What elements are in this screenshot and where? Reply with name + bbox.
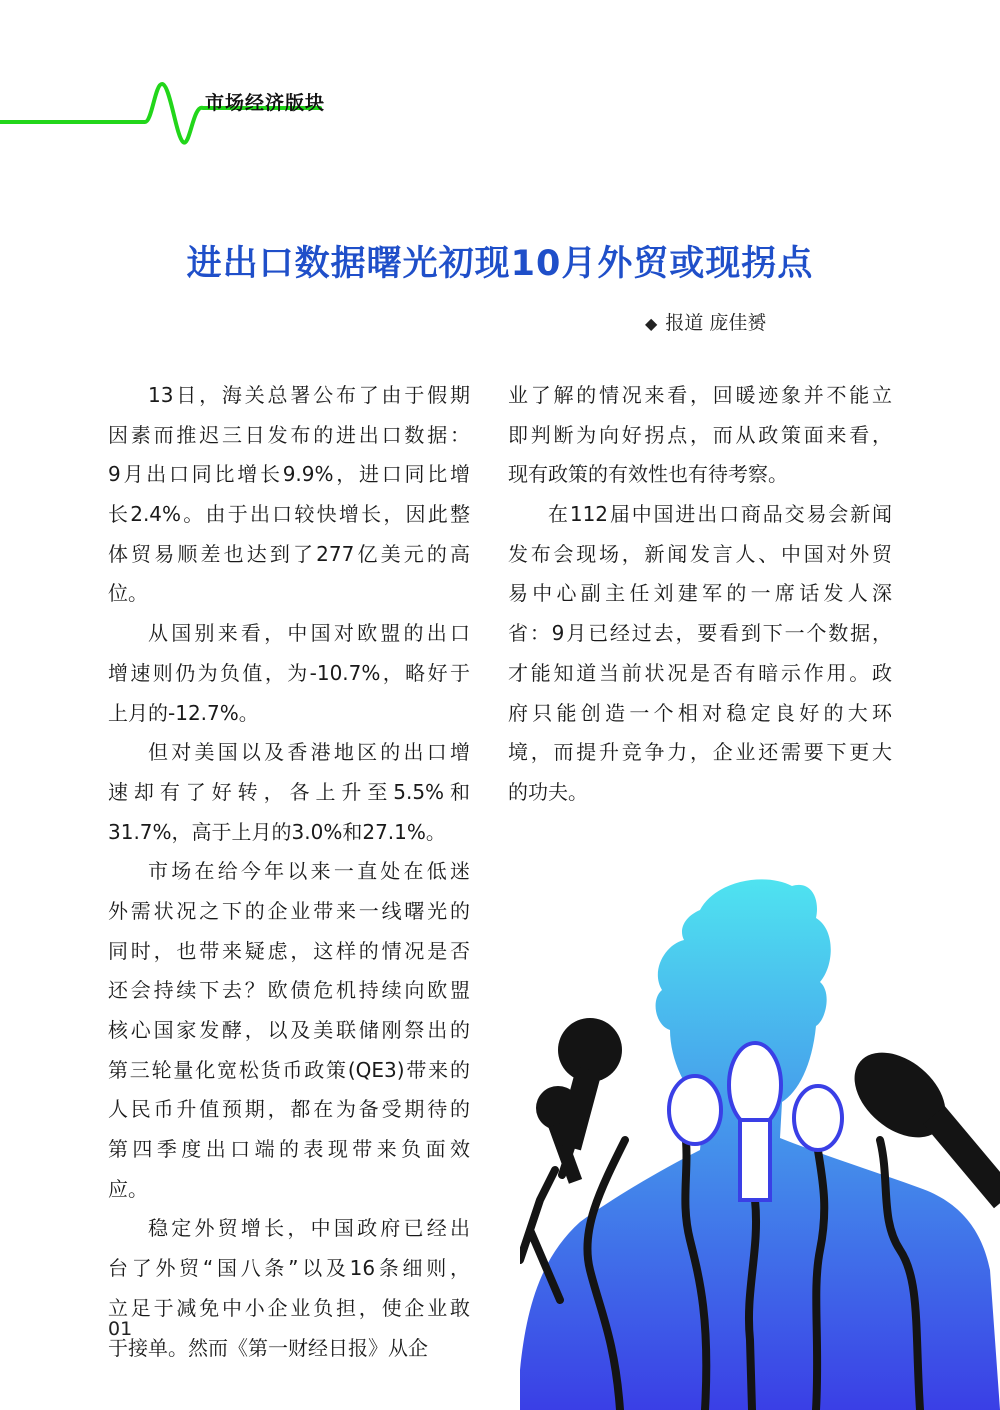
left-column [108, 376, 470, 1368]
mic-head [729, 1043, 781, 1127]
text-line: 速却有了好转，各上升至5.5%和 [108, 779, 470, 804]
text-line: 业了解的情况来看，回暖迹象并不能立 [508, 383, 892, 407]
article-title: 进出口数据曙光初现10月外贸或现拐点 [186, 244, 814, 284]
paragraph [108, 1209, 470, 1368]
section-label: 市场经济版块 [205, 92, 326, 114]
text-line: 9月出口同比增长9.9%，进口同比增 [108, 462, 470, 487]
text-line: 境，而提升竞争力，企业还需要下更大 [508, 740, 892, 765]
text-line: 31.7%，高于上月的3.0%和27.1%。 [108, 819, 446, 844]
paragraph [108, 614, 470, 733]
text-line: 才能知道当前状况是否有暗示作用。政 [508, 660, 892, 685]
mic-body [740, 1120, 770, 1200]
text-line: 核心国家发酵，以及美联储刚祭出的 [108, 1018, 470, 1042]
text-line: 位。 [108, 581, 148, 606]
paragraph [108, 376, 470, 614]
text-line: 上月的-12.7%。 [108, 700, 259, 725]
text-line: 台了外贸“国八条”以及16条细则， [108, 1256, 470, 1281]
text-line: 从国别来看，中国对欧盟的出口 [148, 621, 470, 646]
paragraph [108, 852, 470, 1209]
text-line: 体贸易顺差也达到了277亿美元的高 [108, 541, 470, 566]
mic-head [669, 1076, 721, 1144]
mic-body [923, 1106, 1000, 1208]
text-line: 同时，也带来疑虑，这样的情况是否 [108, 938, 470, 963]
text-line: 应。 [108, 1176, 148, 1201]
text-line: 的功夫。 [508, 779, 588, 804]
text-line: 在112届中国进出口商品交易会新闻 [548, 502, 892, 527]
diamond-bullet-icon: ◆ [645, 314, 658, 333]
text-line: 即判断为向好拐点，而从政策面来看， [508, 422, 892, 447]
text-line: 外需状况之下的企业带来一线曙光的 [108, 898, 470, 923]
paragraph [508, 495, 892, 813]
text-line: 增速则仍为负值，为-10.7%，略好于 [108, 660, 470, 685]
right-column [508, 376, 892, 813]
mic-head [794, 1086, 842, 1150]
page-number: 01 [108, 1318, 133, 1340]
text-line: 市场在给今年以来一直处在低迷 [148, 859, 470, 884]
text-line: 发布会现场，新闻发言人、中国对外贸 [508, 541, 892, 566]
paragraph [108, 733, 470, 852]
text-line: 第四季度出口端的表现带来负面效 [108, 1137, 470, 1162]
text-line: 13日，海关总署公布了由于假期 [148, 383, 470, 407]
text-line: 还会持续下去？欧债危机持续向欧盟 [108, 978, 470, 1003]
text-line: 长2.4%。由于出口较快增长，因此整 [108, 502, 470, 527]
text-line: 现有政策的有效性也有待考察。 [508, 462, 788, 487]
press-conference-illustration [520, 870, 1000, 1410]
text-line: 但对美国以及香港地区的出口增 [148, 740, 470, 765]
text-line: 人民币升值预期，都在为备受期待的 [108, 1097, 470, 1122]
text-line: 于接单。然而《第一财经日报》从企 [108, 1335, 428, 1360]
text-line: 省：9月已经过去，要看到下一个数据， [508, 621, 892, 646]
header-wave-line [0, 70, 340, 160]
byline [645, 308, 766, 335]
text-line: 易中心副主任刘建军的一席话发人深 [508, 581, 892, 606]
paragraph [508, 376, 892, 495]
byline-text: 报道 庞佳赟 [665, 312, 767, 334]
text-line: 因素而推迟三日发布的进出口数据： [108, 422, 470, 447]
text-line: 稳定外贸增长，中国政府已经出 [148, 1216, 470, 1241]
text-line: 第三轮量化宽松货币政策(QE3)带来的 [108, 1057, 470, 1082]
text-line: 立足于减免中小企业负担，使企业敢 [108, 1295, 470, 1320]
text-line: 府只能创造一个相对稳定良好的大环 [508, 700, 892, 725]
